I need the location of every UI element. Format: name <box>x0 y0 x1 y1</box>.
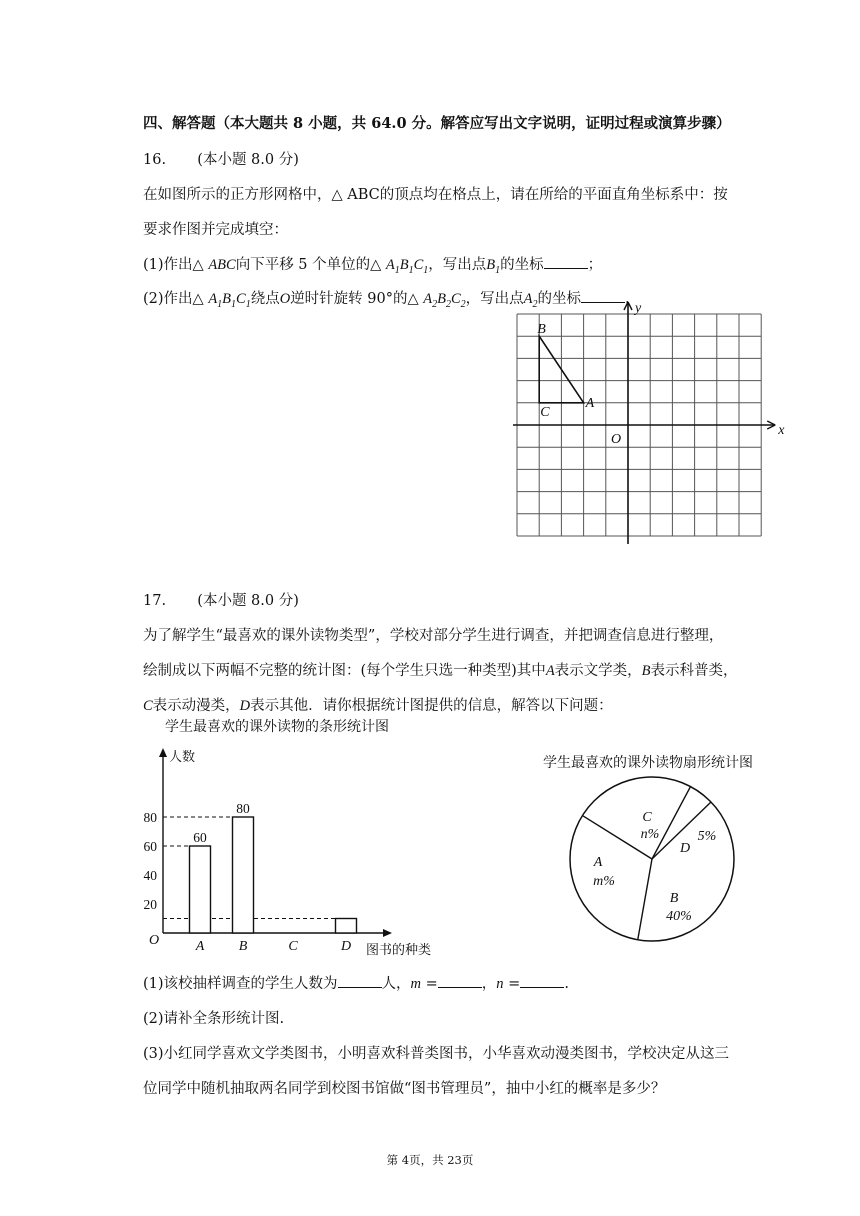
label-origin: O <box>611 432 622 447</box>
pie-label-a: A <box>593 855 603 870</box>
q16-stem-1: 在如图所示的正方形网格中，△ ABC的顶点均在格点上，请在所给的平面直角坐标系中：按 <box>143 187 728 203</box>
y-tick-label: 20 <box>143 897 157 912</box>
q17-score: (本小题 8.0 分) <box>197 593 299 609</box>
q17-stem-3: C表示动漫类，D表示其他．请你根据统计图提供的信息，解答以下问题： <box>143 698 613 714</box>
q17-stem-2: 绘制成以下两幅不完整的统计图：(每个学生只选一种类型)其中A表示文学类，B表示科普类， <box>143 663 738 679</box>
label-y: y <box>635 301 642 316</box>
page-footer: 第 4页，共 23页 <box>386 1153 474 1167</box>
q16-part1: (1)作出△ ABC向下平移 5 个单位的△ $A_1B_1C_1$，写出点$B_1$的坐标 ； <box>143 253 602 276</box>
bar-x-label: 图书的种类 <box>366 943 432 958</box>
y-tick-label: 40 <box>143 868 157 883</box>
x-tick-label: B <box>238 939 248 954</box>
pie-label-d: D <box>679 841 691 856</box>
label-a: A <box>585 395 595 411</box>
q16-stem-2: 要求作图并完成填空： <box>143 222 288 238</box>
label-c: C <box>540 404 550 420</box>
label-x: x <box>778 423 785 438</box>
pie-value-b: 40% <box>666 909 692 924</box>
pie-value-c: n% <box>640 827 660 842</box>
label-b: B <box>537 322 546 338</box>
pie-chart-title: 学生最喜欢的课外读物扇形统计图 <box>543 755 753 771</box>
pie-value-a: m% <box>593 874 615 889</box>
q17-part3-1: (3)小红同学喜欢文学类图书，小明喜欢科普类图书，小华喜欢动漫类图书，学校决定从这三 <box>143 1046 730 1062</box>
bar-origin-label: O <box>149 933 160 948</box>
pie-value-d: 5% <box>697 829 717 844</box>
q16-score: (本小题 8.0 分) <box>197 152 299 168</box>
q17-part1: (1)该校抽样调查的学生人数为 人，m = ，n = . <box>143 972 569 993</box>
q17-number: 17. <box>143 593 167 609</box>
q16-number: 16. <box>143 152 167 168</box>
q16-part2: (2)作出△ $A_1B_1C_1$绕点O逆时针旋转 90°的△ $A_2B_2C_2$，写出点$A_2$的坐标 . <box>143 287 630 310</box>
section-heading: 四、解答题（本大题共 8 小题，共 64.0 分。解答应写出文字说明，证明过程或演算步骤） <box>143 115 731 132</box>
q17-part2: (2)请补全条形统计图. <box>143 1011 285 1027</box>
answer-blank <box>520 973 564 988</box>
pie-label-b: B <box>669 891 679 906</box>
y-tick-label: 60 <box>143 839 157 854</box>
y-tick-label: 80 <box>143 810 157 825</box>
pie-label-c: C <box>642 810 652 825</box>
answer-blank <box>438 973 482 988</box>
q17-part3-2: 位同学中随机抽取两名同学到校图书馆做“图书管理员”，抽中小红的概率是多少？ <box>143 1081 666 1097</box>
bar-y-label: 人数 <box>169 750 196 765</box>
q17-stem-1: 为了解学生“最喜欢的课外读物类型”，学校对部分学生进行调查，并把调查信息进行整理， <box>143 628 724 644</box>
answer-blank <box>338 973 382 988</box>
x-tick-label: A <box>195 939 205 954</box>
bar-data-label: 60 <box>193 830 207 845</box>
bar-chart-title: 学生最喜欢的课外读物的条形统计图 <box>165 719 389 735</box>
bar-data-label: 80 <box>236 801 250 816</box>
x-tick-label: D <box>340 939 352 954</box>
x-tick-label: C <box>288 939 298 954</box>
